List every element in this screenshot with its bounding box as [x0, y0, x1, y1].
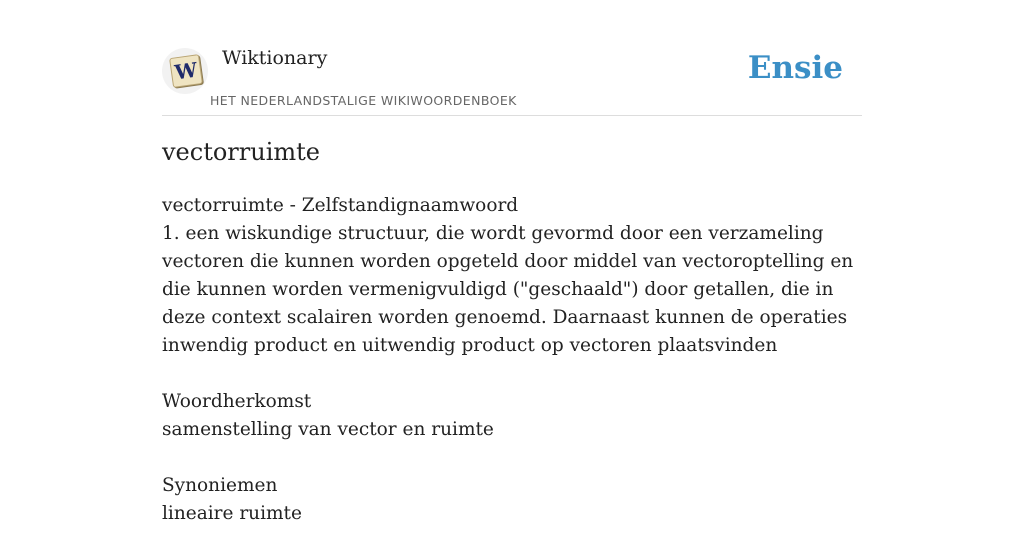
wiktionary-logo-icon[interactable] [162, 48, 208, 94]
ensie-brand-link[interactable]: Ensie [747, 50, 843, 86]
etymology-text: samenstelling van vector en ruimte [162, 419, 494, 440]
synonyms-block [162, 472, 862, 528]
synonyms-text: lineaire ruimte [162, 503, 302, 524]
etymology-block [162, 388, 862, 444]
part-of-speech-line: vectorruimte - Zelfstandignaamwoord [162, 195, 519, 216]
site-header [162, 44, 862, 116]
synonyms-heading: Synoniemen [162, 475, 278, 496]
site-name[interactable]: Wiktionary [222, 47, 328, 69]
definition-text: 1. een wiskundige structuur, die wordt gevormd door een verzameling vectoren die kunnen worden opgeteld door middel van vectoroptelling en die kunnen worden vermenigvuldigd ("geschaald") door getallen, die in deze context scalairen worden genoemd. Daarnaast kunnen de operaties inwendig product en uitwendig product op vectoren plaatsvinden [162, 223, 854, 356]
site-subtitle: HET NEDERLANDSTALIGE WIKIWOORDENBOEK [210, 93, 517, 108]
page-title: vectorruimte [162, 138, 320, 166]
etymology-heading: Woordherkomst [162, 391, 312, 412]
logo-letter: W [169, 54, 203, 88]
entry-content [162, 192, 862, 556]
definition-block [162, 192, 862, 360]
